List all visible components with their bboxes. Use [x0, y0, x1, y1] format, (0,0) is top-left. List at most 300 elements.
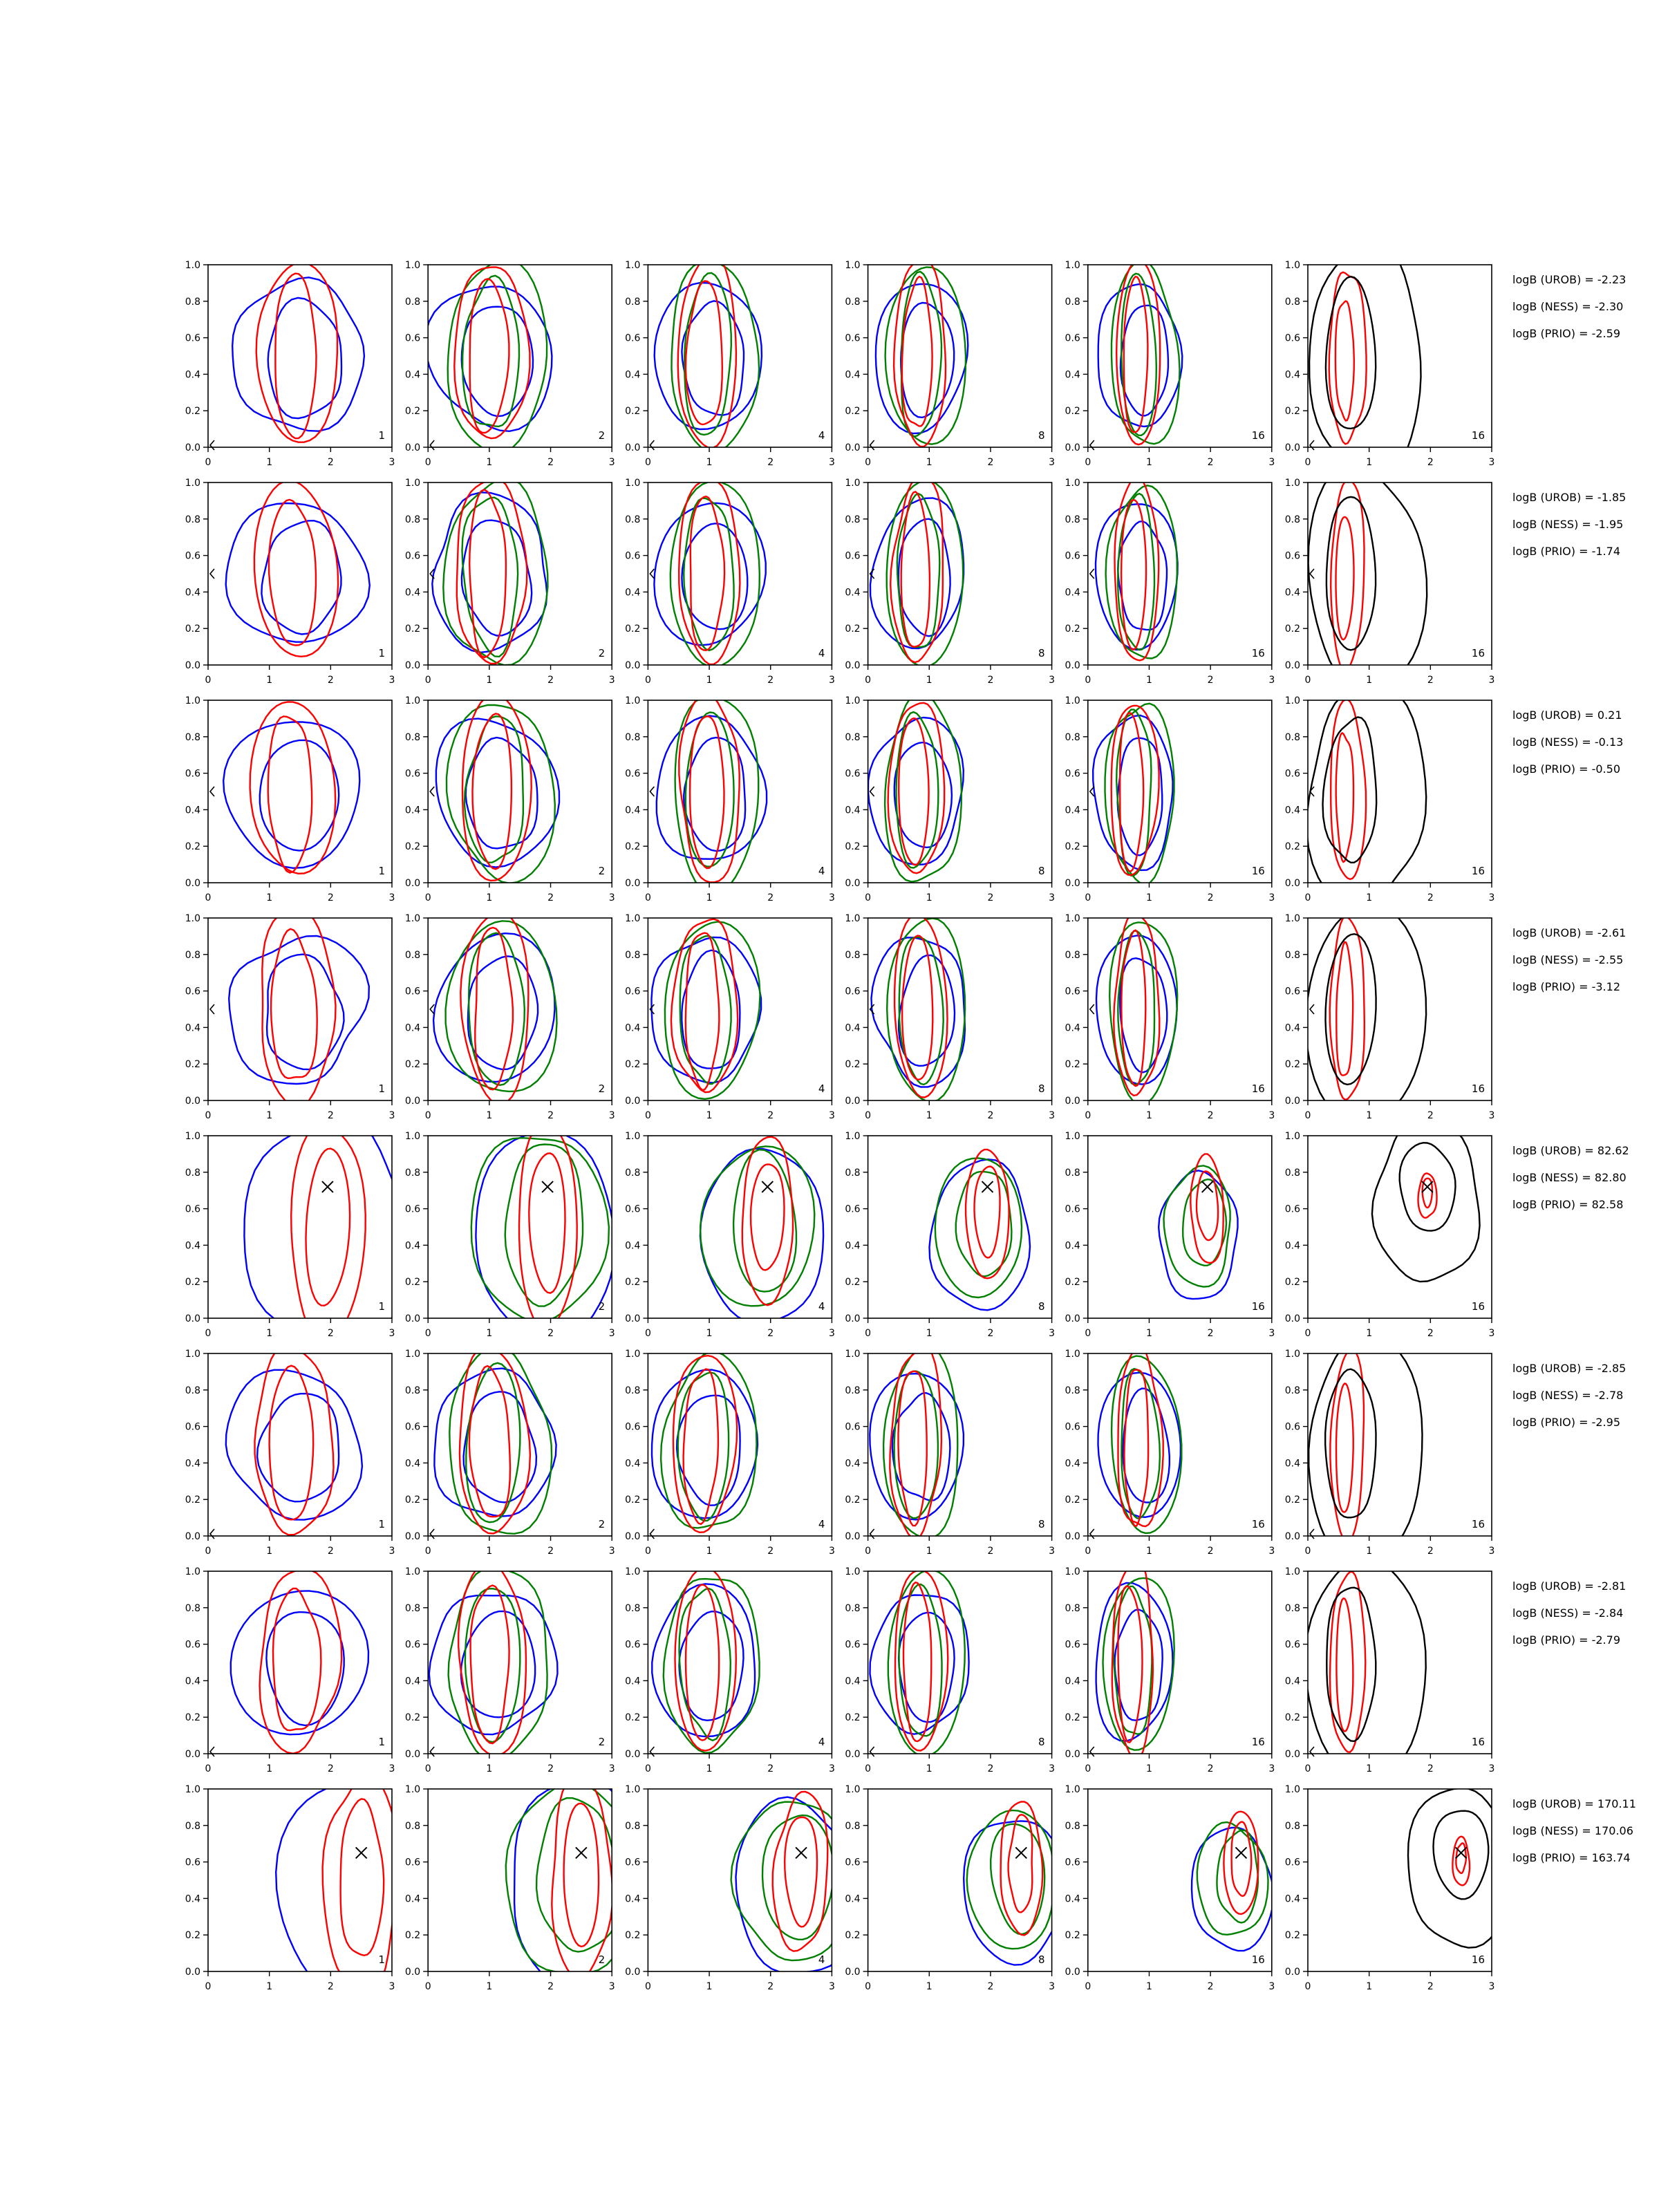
ness-contour-2	[466, 1363, 520, 1522]
panel-label: 4	[818, 1518, 825, 1530]
x-tick-label: 3	[388, 1981, 395, 1992]
prio-contour-2	[564, 1803, 599, 1947]
y-tick-label: 1.0	[845, 478, 861, 489]
y-tick-label: 0.8	[1284, 949, 1300, 961]
y-tick-label: 1.0	[185, 260, 200, 271]
panel-label: 1	[378, 865, 385, 877]
axes-frame	[868, 265, 1052, 447]
x-tick-label: 0	[1085, 675, 1091, 686]
y-tick-label: 0.4	[625, 805, 641, 816]
panel-r6-c3	[625, 1349, 835, 1557]
x-tick-label: 2	[767, 457, 774, 468]
panel-r2-c5	[1065, 476, 1275, 686]
logb-annotation: logB (PRIO) = -2.59	[1512, 327, 1620, 340]
x-tick-label: 1	[706, 1763, 713, 1774]
panel-label: 2	[598, 1736, 606, 1748]
prio-contour-2	[686, 933, 720, 1090]
urob-contour-2	[261, 521, 341, 634]
y-tick-label: 1.0	[625, 1784, 641, 1795]
x-tick-label: 0	[424, 1328, 431, 1339]
y-tick-label: 0.6	[185, 1421, 200, 1433]
panel-label: 16	[1251, 1300, 1265, 1313]
y-tick-label: 0.8	[404, 731, 421, 743]
x-tick-label: 1	[1146, 1981, 1152, 1992]
y-tick-label: 0.8	[1065, 1820, 1080, 1832]
prio-contour-1	[966, 1150, 1009, 1278]
prio-contour-2	[529, 1153, 565, 1293]
urob-contour-2	[1118, 521, 1167, 630]
ness-contour-2	[686, 713, 734, 867]
y-tick-label: 0.6	[845, 332, 861, 344]
panel-r1-c2	[405, 260, 615, 468]
x-tick-label: 1	[926, 1328, 932, 1339]
true-parameter-marker	[542, 1181, 553, 1192]
x-tick-label: 3	[608, 1110, 615, 1121]
prio-contour-1	[1418, 1174, 1437, 1218]
x-tick-label: 2	[767, 1546, 774, 1557]
urob-contour-1	[868, 718, 964, 865]
x-tick-label: 0	[205, 1110, 212, 1121]
x-tick-label: 3	[388, 675, 395, 686]
y-tick-label: 0.8	[625, 296, 641, 308]
prio-contour-2	[1336, 942, 1353, 1076]
true-parameter-marker	[1202, 1181, 1213, 1192]
prio-contour-2	[270, 1366, 314, 1520]
y-tick-label: 0.4	[845, 1240, 861, 1252]
urob-contour-1	[432, 492, 547, 653]
ref-contour-2	[1434, 1811, 1489, 1900]
x-tick-label: 2	[767, 1328, 774, 1339]
x-tick-label: 1	[1366, 457, 1373, 468]
prio-contour-2	[1336, 1598, 1353, 1731]
x-tick-label: 2	[1207, 1110, 1214, 1121]
y-tick-label: 0.6	[1065, 332, 1080, 344]
y-tick-label: 0.6	[404, 1639, 421, 1651]
y-tick-label: 0.0	[625, 1096, 641, 1107]
y-tick-label: 1.0	[625, 1131, 641, 1142]
panel-label: 8	[1038, 429, 1045, 442]
y-tick-label: 0.8	[1284, 1167, 1300, 1179]
x-tick-label: 3	[1268, 1546, 1275, 1557]
x-tick-label: 1	[926, 457, 932, 468]
ness-contour-2	[1217, 1830, 1258, 1923]
logb-annotation: logB (NESS) = -2.55	[1512, 953, 1624, 966]
y-tick-label: 0.2	[185, 1930, 200, 1942]
y-tick-label: 1.0	[845, 695, 861, 706]
ness-contour-1	[1105, 704, 1174, 885]
true-parameter-marker	[430, 787, 434, 796]
prio-contour-1	[671, 919, 738, 1093]
panel-r3-c1	[185, 695, 395, 903]
true-parameter-marker	[650, 1529, 654, 1539]
ref-contour-1	[1306, 904, 1427, 1124]
y-tick-label: 0.8	[1284, 514, 1300, 525]
x-tick-label: 3	[828, 457, 835, 468]
y-tick-label: 0.0	[1065, 1531, 1080, 1542]
true-parameter-marker	[796, 1847, 807, 1858]
y-tick-label: 0.4	[1065, 1458, 1080, 1470]
axes-frame	[1308, 1789, 1492, 1971]
y-tick-label: 0.6	[845, 1421, 861, 1433]
true-parameter-marker	[1235, 1847, 1246, 1858]
prio-contour-2	[475, 928, 513, 1089]
y-tick-label: 0.2	[625, 406, 641, 418]
panel-label: 16	[1471, 1518, 1485, 1530]
x-tick-label: 1	[486, 1981, 493, 1992]
y-tick-label: 0.4	[625, 369, 641, 381]
x-tick-label: 2	[1207, 1981, 1214, 1992]
x-tick-label: 2	[1207, 892, 1214, 903]
true-parameter-marker	[576, 1847, 587, 1858]
urob-contour-1	[229, 936, 369, 1084]
x-tick-label: 1	[706, 675, 713, 686]
panel-r8-c2	[405, 1776, 646, 2004]
x-tick-label: 3	[1488, 1981, 1495, 1992]
panel-r5-c5	[1065, 1131, 1275, 1339]
y-tick-label: 0.4	[625, 587, 641, 599]
y-tick-label: 0.0	[625, 442, 641, 453]
axes-frame	[208, 918, 392, 1100]
y-tick-label: 0.4	[185, 1458, 200, 1470]
y-tick-label: 0.8	[845, 731, 861, 743]
y-tick-label: 0.4	[1065, 369, 1080, 381]
prio-contour-2	[469, 1366, 510, 1517]
urob-contour-1	[872, 937, 965, 1087]
axes-frame	[648, 265, 832, 447]
logb-annotation: logB (NESS) = 170.06	[1512, 1824, 1633, 1837]
prio-contour-1	[552, 1776, 612, 1979]
panel-r6-c2	[405, 1346, 615, 1557]
panel-label: 2	[598, 1300, 606, 1313]
y-tick-label: 0.4	[625, 1022, 641, 1034]
prio-contour-2	[1456, 1843, 1465, 1873]
logb-annotation: logB (PRIO) = 82.58	[1512, 1198, 1624, 1211]
true-parameter-marker	[1090, 1747, 1094, 1756]
x-tick-label: 1	[266, 675, 273, 686]
y-tick-label: 0.4	[845, 1022, 861, 1034]
panel-r8-c4	[845, 1784, 1067, 1992]
prio-contour-2	[1197, 1172, 1218, 1241]
true-parameter-marker	[650, 1747, 654, 1756]
y-tick-label: 0.6	[404, 1857, 421, 1868]
y-tick-label: 0.6	[845, 768, 861, 780]
y-tick-label: 0.6	[404, 1421, 421, 1433]
x-tick-label: 2	[547, 457, 554, 468]
y-tick-label: 0.2	[625, 624, 641, 635]
x-tick-label: 1	[266, 457, 273, 468]
panel-label: 1	[378, 1082, 385, 1095]
true-parameter-marker	[430, 1004, 434, 1014]
y-tick-label: 0.4	[185, 369, 200, 381]
x-tick-label: 1	[486, 457, 493, 468]
y-tick-label: 0.0	[1065, 1749, 1080, 1760]
y-tick-label: 0.0	[1284, 1749, 1300, 1760]
y-tick-label: 0.2	[845, 624, 861, 635]
logb-annotation: logB (NESS) = -2.78	[1512, 1389, 1624, 1402]
prio-contour-2	[1120, 713, 1143, 871]
panel-label: 2	[598, 647, 606, 659]
x-tick-label: 3	[1268, 457, 1275, 468]
panel-label: 16	[1471, 429, 1485, 442]
y-tick-label: 0.8	[845, 514, 861, 525]
y-tick-label: 0.6	[845, 1857, 861, 1868]
y-tick-label: 0.0	[1284, 1531, 1300, 1542]
x-tick-label: 1	[1146, 1546, 1152, 1557]
y-tick-label: 0.2	[185, 624, 200, 635]
y-tick-label: 0.8	[625, 1820, 641, 1832]
x-tick-label: 0	[205, 1981, 212, 1992]
x-tick-label: 1	[1146, 1328, 1152, 1339]
panel-r3-c5	[1065, 695, 1275, 903]
y-tick-label: 0.2	[845, 1712, 861, 1724]
panel-label: 4	[818, 1082, 825, 1095]
y-tick-label: 0.6	[1284, 768, 1300, 780]
x-tick-label: 3	[1488, 457, 1495, 468]
y-tick-label: 0.8	[404, 1820, 421, 1832]
x-tick-label: 0	[1085, 1328, 1091, 1339]
x-tick-label: 1	[266, 1981, 273, 1992]
logb-annotation: logB (NESS) = -2.84	[1512, 1606, 1624, 1620]
prio-contour-2	[901, 491, 930, 646]
y-tick-label: 0.2	[845, 1277, 861, 1288]
x-tick-label: 0	[1085, 1981, 1091, 1992]
y-tick-label: 0.2	[845, 841, 861, 853]
y-tick-label: 0.0	[404, 1313, 421, 1324]
x-tick-label: 0	[205, 457, 212, 468]
ness-contour-1	[675, 696, 759, 894]
y-tick-label: 1.0	[404, 1349, 421, 1360]
panel-r4-c4	[845, 913, 1055, 1121]
prio-contour-2	[686, 281, 722, 425]
axes-frame	[648, 1136, 832, 1318]
y-tick-label: 0.2	[1284, 1930, 1300, 1942]
x-tick-label: 1	[1146, 1763, 1152, 1774]
x-tick-label: 0	[1304, 457, 1311, 468]
urob-contour-1	[476, 1132, 615, 1344]
prio-contour-1	[679, 480, 740, 664]
ness-contour-2	[1118, 931, 1154, 1085]
true-parameter-marker	[870, 1529, 874, 1539]
y-tick-label: 0.8	[185, 1820, 200, 1832]
x-tick-label: 1	[1366, 675, 1373, 686]
panel-label: 1	[378, 1300, 385, 1313]
logb-annotation: logB (UROB) = 82.62	[1512, 1144, 1629, 1157]
ness-contour-1	[471, 1138, 609, 1322]
axes-frame	[208, 1136, 392, 1318]
y-tick-label: 0.0	[1065, 660, 1080, 671]
y-tick-label: 1.0	[845, 260, 861, 271]
urob-contour-2	[268, 298, 341, 418]
y-tick-label: 0.6	[625, 1203, 641, 1215]
y-tick-label: 0.0	[845, 1313, 861, 1324]
x-tick-label: 3	[1488, 1110, 1495, 1121]
prio-contour-2	[306, 1149, 350, 1306]
true-parameter-marker	[430, 440, 434, 450]
panel-label: 16	[1251, 1736, 1265, 1748]
prio-contour-2	[902, 936, 932, 1080]
y-tick-label: 0.0	[185, 1967, 200, 1978]
y-tick-label: 0.6	[1284, 332, 1300, 344]
true-parameter-marker	[982, 1181, 993, 1192]
logb-annotation: logB (NESS) = 82.80	[1512, 1171, 1627, 1184]
true-parameter-marker	[1090, 440, 1094, 450]
x-tick-label: 2	[1207, 1763, 1214, 1774]
y-tick-label: 1.0	[1284, 1131, 1300, 1142]
panel-label: 2	[598, 1518, 606, 1530]
prio-contour-2	[751, 1164, 785, 1270]
panel-label: 1	[378, 1736, 385, 1748]
x-tick-label: 0	[1304, 675, 1311, 686]
x-tick-label: 2	[987, 1763, 994, 1774]
y-tick-label: 0.2	[1284, 406, 1300, 418]
y-tick-label: 0.0	[404, 1967, 421, 1978]
y-tick-label: 0.4	[1284, 1022, 1300, 1034]
y-tick-label: 0.0	[1065, 442, 1080, 453]
x-tick-label: 3	[828, 892, 835, 903]
logb-annotation: logB (PRIO) = -1.74	[1512, 545, 1620, 558]
y-tick-label: 0.6	[404, 332, 421, 344]
x-tick-label: 2	[987, 457, 994, 468]
x-tick-label: 1	[926, 1763, 932, 1774]
x-tick-label: 1	[1146, 1110, 1152, 1121]
ness-contour-1	[449, 1346, 552, 1534]
true-parameter-marker	[1310, 440, 1314, 450]
true-parameter-marker	[322, 1181, 333, 1192]
y-tick-label: 1.0	[625, 260, 641, 271]
y-tick-label: 0.2	[845, 1494, 861, 1506]
y-tick-label: 0.2	[404, 1277, 421, 1288]
y-tick-label: 1.0	[185, 478, 200, 489]
x-tick-label: 0	[1085, 1110, 1091, 1121]
panel-r2-c2	[405, 478, 615, 686]
x-tick-label: 0	[865, 675, 872, 686]
x-tick-label: 2	[327, 1546, 334, 1557]
y-tick-label: 0.8	[625, 514, 641, 525]
x-tick-label: 1	[926, 1546, 932, 1557]
x-tick-label: 0	[1304, 1981, 1311, 1992]
y-tick-label: 0.0	[845, 878, 861, 889]
y-tick-label: 0.2	[404, 1930, 421, 1942]
prio-contour-1	[457, 478, 527, 664]
y-tick-label: 0.6	[625, 768, 641, 780]
panel-r5-c1	[185, 1116, 411, 1357]
y-tick-label: 0.0	[185, 1096, 200, 1107]
y-tick-label: 0.8	[1065, 1167, 1080, 1179]
x-tick-label: 0	[424, 1981, 431, 1992]
x-tick-label: 1	[1366, 1328, 1373, 1339]
prio-contour-2	[471, 1586, 509, 1744]
x-tick-label: 2	[767, 1110, 774, 1121]
x-tick-label: 0	[865, 1110, 872, 1121]
x-tick-label: 1	[266, 1328, 273, 1339]
y-tick-label: 0.0	[845, 1749, 861, 1760]
y-tick-label: 0.8	[1284, 1385, 1300, 1396]
x-tick-label: 2	[987, 1981, 994, 1992]
urob-contour-1	[232, 277, 364, 431]
x-tick-label: 0	[865, 1328, 872, 1339]
logb-annotation: logB (UROB) = -1.85	[1512, 491, 1627, 504]
y-tick-label: 0.8	[845, 1602, 861, 1614]
y-tick-label: 0.4	[404, 369, 421, 381]
y-tick-label: 0.6	[1065, 1421, 1080, 1433]
x-tick-label: 3	[828, 1110, 835, 1121]
y-tick-label: 0.8	[845, 949, 861, 961]
y-tick-label: 1.0	[1065, 260, 1080, 271]
y-tick-label: 0.4	[1284, 1458, 1300, 1470]
x-tick-label: 3	[608, 892, 615, 903]
panel-label: 2	[598, 1082, 606, 1095]
y-tick-label: 0.6	[185, 768, 200, 780]
y-tick-label: 0.4	[625, 1893, 641, 1905]
x-tick-label: 1	[1366, 892, 1373, 903]
true-parameter-marker	[1015, 1847, 1027, 1858]
y-tick-label: 0.6	[1284, 1203, 1300, 1215]
panel-label: 16	[1471, 1736, 1485, 1748]
x-tick-label: 0	[1085, 1546, 1091, 1557]
axes-frame	[868, 1353, 1052, 1536]
x-tick-label: 0	[1085, 892, 1091, 903]
y-tick-label: 0.8	[845, 1167, 861, 1179]
y-tick-label: 0.2	[404, 1712, 421, 1724]
y-tick-label: 0.2	[845, 406, 861, 418]
prio-contour-1	[458, 1562, 526, 1755]
y-tick-label: 0.0	[1284, 442, 1300, 453]
y-tick-label: 0.6	[404, 1203, 421, 1215]
x-tick-label: 2	[1427, 1546, 1434, 1557]
x-tick-label: 3	[828, 1546, 835, 1557]
prio-contour-1	[1330, 1349, 1364, 1542]
x-tick-label: 3	[608, 675, 615, 686]
x-tick-label: 3	[1049, 1763, 1056, 1774]
y-tick-label: 1.0	[404, 478, 421, 489]
x-tick-label: 0	[644, 1763, 651, 1774]
x-tick-label: 2	[327, 892, 334, 903]
x-tick-label: 0	[424, 1546, 431, 1557]
panel-r2-c3	[625, 478, 835, 686]
y-tick-label: 0.2	[404, 406, 421, 418]
y-tick-label: 0.6	[625, 1857, 641, 1868]
panel-r7-c2	[405, 1562, 615, 1774]
panel-label: 4	[818, 1736, 825, 1748]
prio-contour-1	[323, 1773, 399, 1993]
x-tick-label: 0	[424, 892, 431, 903]
true-parameter-marker	[356, 1847, 367, 1858]
y-tick-label: 0.6	[625, 332, 641, 344]
true-parameter-marker	[870, 1747, 874, 1756]
x-tick-label: 2	[987, 675, 994, 686]
x-tick-label: 2	[1427, 675, 1434, 686]
y-tick-label: 1.0	[625, 1566, 641, 1577]
y-tick-label: 0.0	[185, 660, 200, 671]
x-tick-label: 1	[706, 1981, 713, 1992]
y-tick-label: 0.8	[625, 949, 641, 961]
y-tick-label: 0.8	[625, 731, 641, 743]
x-tick-label: 2	[987, 1328, 994, 1339]
x-tick-label: 1	[1366, 1981, 1373, 1992]
panel-r5-c4	[845, 1131, 1055, 1339]
y-tick-label: 0.2	[625, 1494, 641, 1506]
y-tick-label: 0.8	[1284, 731, 1300, 743]
y-tick-label: 0.4	[625, 1458, 641, 1470]
true-parameter-marker	[1310, 1747, 1314, 1756]
y-tick-label: 0.4	[1065, 1240, 1080, 1252]
x-tick-label: 3	[1268, 892, 1275, 903]
y-tick-label: 0.6	[1065, 1203, 1080, 1215]
y-tick-label: 0.0	[845, 442, 861, 453]
panel-r8-c6	[1285, 1784, 1517, 1992]
y-tick-label: 0.6	[1065, 550, 1080, 562]
urob-contour-2	[899, 955, 955, 1066]
